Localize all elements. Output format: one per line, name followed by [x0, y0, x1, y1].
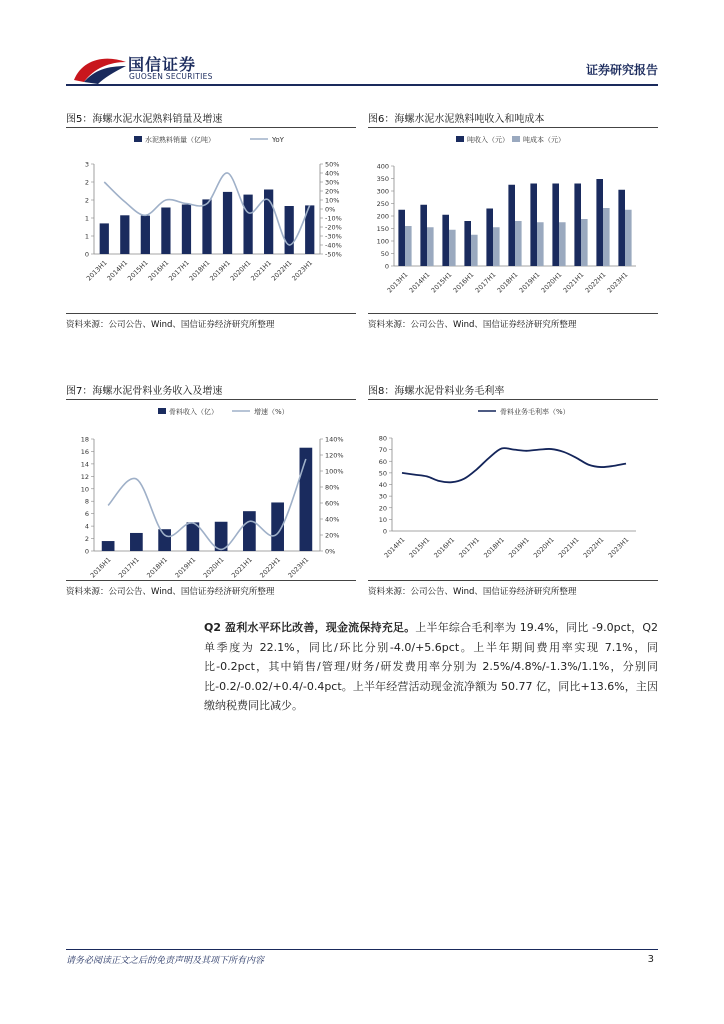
x-tick-label: 2020H1: [532, 535, 556, 560]
legend-bars-swatch: [134, 136, 142, 142]
bar-2020H1-revenue: [552, 184, 559, 267]
right-tick-label: 50%: [325, 160, 340, 169]
bar-2018H1: [158, 529, 171, 551]
right-tick-label: 140%: [325, 435, 344, 444]
page-number: 3: [647, 954, 654, 965]
right-tick-label: -50%: [325, 250, 342, 259]
bar-2022H1-revenue: [596, 179, 603, 266]
y-tick-label: 50: [378, 469, 387, 478]
legend-cost-swatch: [512, 136, 520, 142]
figure-8-bottom-rule: [368, 580, 658, 581]
y-tick-label: 30: [378, 492, 387, 501]
left-tick-label: 8: [84, 497, 89, 506]
legend-bars-swatch: [158, 408, 166, 414]
x-tick-label: 2021H1: [230, 555, 254, 580]
bar-2023H1-revenue: [618, 190, 625, 266]
analysis-lead-sentence: Q2 盈利水平环比改善，现金流保持充足。: [204, 621, 416, 634]
x-tick-label: 2019H1: [517, 270, 542, 295]
x-tick-label: 2017H1: [117, 555, 141, 580]
x-tick-label: 2014H1: [407, 270, 432, 295]
bar-2022H1: [285, 206, 294, 254]
bar-2021H1-revenue: [574, 184, 581, 267]
right-tick-label: 20%: [325, 531, 340, 540]
legend-bars-label: 骨料收入（亿）: [169, 408, 218, 416]
y-tick-label: 70: [378, 446, 387, 455]
bar-2016H1-revenue: [464, 221, 471, 266]
bar-2022H1-cost: [603, 208, 610, 266]
legend-margin-label: 骨料业务毛利率（%）: [500, 408, 570, 416]
figure-6-bottom-rule: [368, 313, 658, 314]
figure-5-title: 图5：海螺水泥水泥熟料销量及增速: [66, 114, 223, 125]
bar-2016H1: [102, 541, 115, 551]
x-tick-label: 2020H1: [228, 258, 253, 283]
guosen-logo-icon: [70, 52, 130, 86]
left-tick-label: 12: [80, 472, 89, 481]
x-tick-label: 2018H1: [495, 270, 520, 295]
legend-line-label: 增速（%）: [254, 408, 289, 416]
left-tick-label: 14: [80, 460, 89, 469]
figure-8-chart: [368, 402, 658, 578]
right-tick-label: 0%: [325, 205, 336, 214]
left-tick-label: 16: [80, 447, 89, 456]
left-tick-label: 2: [84, 196, 89, 205]
bar-2016H1: [161, 208, 170, 255]
bar-2017H1-revenue: [486, 209, 493, 267]
legend-bars-label: 水泥熟料销量（亿吨）: [145, 136, 215, 144]
left-tick-label: 4: [84, 522, 89, 531]
figure-7-title: 图7：海螺水泥骨料业务收入及增速: [66, 386, 223, 397]
x-tick-label: 2022H1: [269, 258, 294, 283]
y-tick-label: 40: [378, 481, 387, 489]
right-tick-label: 10%: [325, 196, 340, 205]
bar-2017H1-cost: [493, 227, 500, 266]
figure-8-top-rule: [368, 399, 658, 400]
x-tick-label: 2013H1: [385, 270, 410, 295]
right-tick-label: 40%: [325, 169, 340, 178]
right-tick-label: 30%: [325, 178, 340, 187]
x-tick-label: 2023H1: [605, 270, 630, 295]
legend-revenue-label: 吨收入（元）: [467, 136, 509, 144]
figure-7-chart: [66, 402, 356, 578]
bar-2021H1: [243, 511, 256, 551]
bar-2017H1: [130, 533, 143, 551]
bar-2013H1-revenue: [398, 210, 405, 266]
report-type-label: 证券研究报告: [585, 63, 658, 77]
bar-2020H1-cost: [559, 222, 566, 266]
bar-2020H1: [243, 195, 252, 254]
x-tick-label: 2017H1: [473, 270, 498, 295]
left-tick-label: 18: [80, 435, 89, 444]
bar-2013H1: [100, 223, 109, 254]
figure-8-title: 图8：海螺水泥骨料业务毛利率: [368, 386, 505, 397]
brand-name-en: GUOSEN SECURITIES: [129, 72, 213, 81]
y-tick-label: 150: [376, 225, 389, 233]
bar-2013H1-cost: [405, 226, 412, 266]
legend-cost-label: 吨成本（元）: [523, 136, 565, 144]
left-tick-label: 3: [84, 160, 89, 169]
right-tick-label: -40%: [325, 241, 342, 250]
figure-5-bottom-rule: [66, 313, 356, 314]
right-tick-label: 80%: [325, 483, 340, 492]
left-tick-label: 10: [80, 485, 89, 494]
x-tick-label: 2015H1: [126, 258, 150, 283]
x-tick-label: 2020H1: [201, 555, 226, 580]
left-tick-label: 1: [84, 214, 89, 223]
x-tick-label: 2013H1: [84, 258, 109, 283]
footer-disclaimer: 请务必阅读正文之后的免责声明及其项下所有内容: [66, 956, 265, 966]
x-tick-label: 2015H1: [407, 535, 432, 560]
y-tick-label: 0: [382, 527, 387, 536]
y-tick-label: 200: [376, 212, 389, 221]
y-tick-label: 0: [384, 262, 389, 271]
y-tick-label: 250: [376, 200, 389, 208]
x-tick-label: 2016H1: [432, 535, 457, 560]
bar-2016H1-cost: [471, 235, 478, 266]
figure-6-top-rule: [368, 127, 658, 128]
y-tick-label: 10: [378, 515, 387, 524]
left-tick-label: 0: [84, 547, 89, 556]
bar-2023H1-cost: [625, 210, 632, 266]
legend-line-label: YoY: [272, 136, 284, 144]
x-tick-label: 2021H1: [556, 535, 581, 560]
figure-8-source: 资料来源：公司公告、Wind、国信证券经济研究所整理: [368, 587, 577, 597]
x-tick-label: 2021H1: [561, 270, 586, 295]
header-divider: [66, 84, 658, 86]
y-tick-label: 300: [376, 187, 389, 196]
x-tick-label: 2016H1: [451, 270, 476, 295]
bar-2018H1-revenue: [508, 185, 515, 266]
y-tick-label: 350: [376, 175, 389, 183]
bar-2023H1: [300, 448, 313, 551]
right-tick-label: 120%: [325, 451, 344, 460]
bar-2014H1-revenue: [420, 205, 427, 266]
figure-7-top-rule: [66, 399, 356, 400]
x-tick-label: 2019H1: [208, 258, 232, 283]
right-tick-label: -30%: [325, 232, 342, 241]
figure-6-chart: [368, 130, 658, 310]
left-tick-label: 6: [84, 510, 89, 519]
x-tick-label: 2019H1: [173, 555, 198, 580]
bar-2014H1: [120, 215, 129, 254]
bar-2015H1-revenue: [442, 215, 449, 266]
bar-2015H1: [141, 216, 150, 254]
figure-5-chart: [66, 130, 356, 310]
y-tick-label: 50: [380, 250, 389, 258]
x-tick-label: 2023H1: [286, 555, 311, 580]
y-tick-label: 400: [376, 162, 389, 171]
analysis-paragraph: [204, 618, 658, 716]
figure-7-source: 资料来源：公司公告、Wind、国信证券经济研究所整理: [66, 587, 275, 597]
right-tick-label: 0%: [325, 547, 336, 556]
x-tick-label: 2014H1: [105, 258, 130, 283]
bar-2018H1-cost: [515, 221, 522, 266]
figure-6-title: 图6：海螺水泥水泥熟料吨收入和吨成本: [368, 114, 545, 125]
y-tick-label: 100: [376, 237, 389, 246]
bar-2018H1: [202, 199, 211, 254]
right-tick-label: 20%: [325, 187, 340, 196]
bar-2015H1-cost: [449, 230, 456, 266]
footer-divider: [66, 949, 658, 950]
x-tick-label: 2017H1: [457, 535, 482, 560]
x-tick-label: 2017H1: [167, 258, 191, 283]
y-tick-label: 80: [378, 434, 387, 443]
x-tick-label: 2023H1: [290, 258, 315, 283]
right-tick-label: 40%: [325, 515, 340, 524]
legend-revenue-swatch: [456, 136, 464, 142]
x-tick-label: 2022H1: [258, 555, 283, 580]
y-tick-label: 60: [378, 457, 387, 466]
x-tick-label: 2015H1: [429, 270, 454, 295]
figure-6-source: 资料来源：公司公告、Wind、国信证券经济研究所整理: [368, 320, 577, 330]
figure-5-top-rule: [66, 127, 356, 128]
left-tick-label: 2: [84, 535, 89, 544]
y-tick-label: 20: [378, 504, 387, 513]
analysis-text: 上半年综合毛利率为 19.4%，同比 -9.0pct，Q2 单季度为 22.1%，同比/环比分别-4.0/+5.6pct。上半年期间费用率实现 7.1%，同比-0.2pct，其中销售/管理/财务/研发费用率分别为 2.5%/4.8%/-1.3%/1.1%，分别同比-0.2/-0.02/+0.4/-0.4pct。上半年经营活动现金流净额为 50.77 亿，同比+13.6%，主因缴纳税费同比减少。: [204, 621, 658, 712]
x-tick-label: 2020H1: [539, 270, 564, 295]
x-tick-label: 2016H1: [88, 555, 113, 580]
figure-7-bottom-rule: [66, 580, 356, 581]
left-tick-label: 0: [84, 250, 89, 259]
x-tick-label: 2014H1: [382, 535, 407, 560]
x-tick-label: 2023H1: [606, 535, 631, 560]
bar-2021H1-cost: [581, 219, 588, 266]
right-tick-label: 60%: [325, 499, 340, 508]
x-tick-label: 2018H1: [482, 535, 506, 560]
brand-name-cn: 国信证券: [128, 55, 197, 74]
x-tick-label: 2016H1: [146, 258, 171, 283]
bar-2019H1-cost: [537, 222, 544, 266]
right-tick-label: 100%: [325, 467, 344, 476]
margin-line-path: [402, 448, 626, 482]
x-tick-label: 2019H1: [507, 535, 531, 560]
x-tick-label: 2018H1: [145, 555, 170, 580]
figure-5-source: 资料来源：公司公告、Wind、国信证券经济研究所整理: [66, 320, 275, 330]
left-tick-label: 1: [84, 232, 89, 241]
bar-2019H1: [223, 192, 232, 254]
right-tick-label: -10%: [325, 214, 342, 223]
bar-2019H1-revenue: [530, 184, 537, 267]
x-tick-label: 2018H1: [187, 258, 212, 283]
bar-2017H1: [182, 205, 191, 255]
x-tick-label: 2022H1: [583, 270, 608, 295]
bar-2014H1-cost: [427, 227, 434, 266]
x-tick-label: 2022H1: [581, 535, 606, 560]
x-tick-label: 2021H1: [249, 258, 274, 283]
right-tick-label: -20%: [325, 223, 342, 232]
left-tick-label: 2: [84, 178, 89, 187]
